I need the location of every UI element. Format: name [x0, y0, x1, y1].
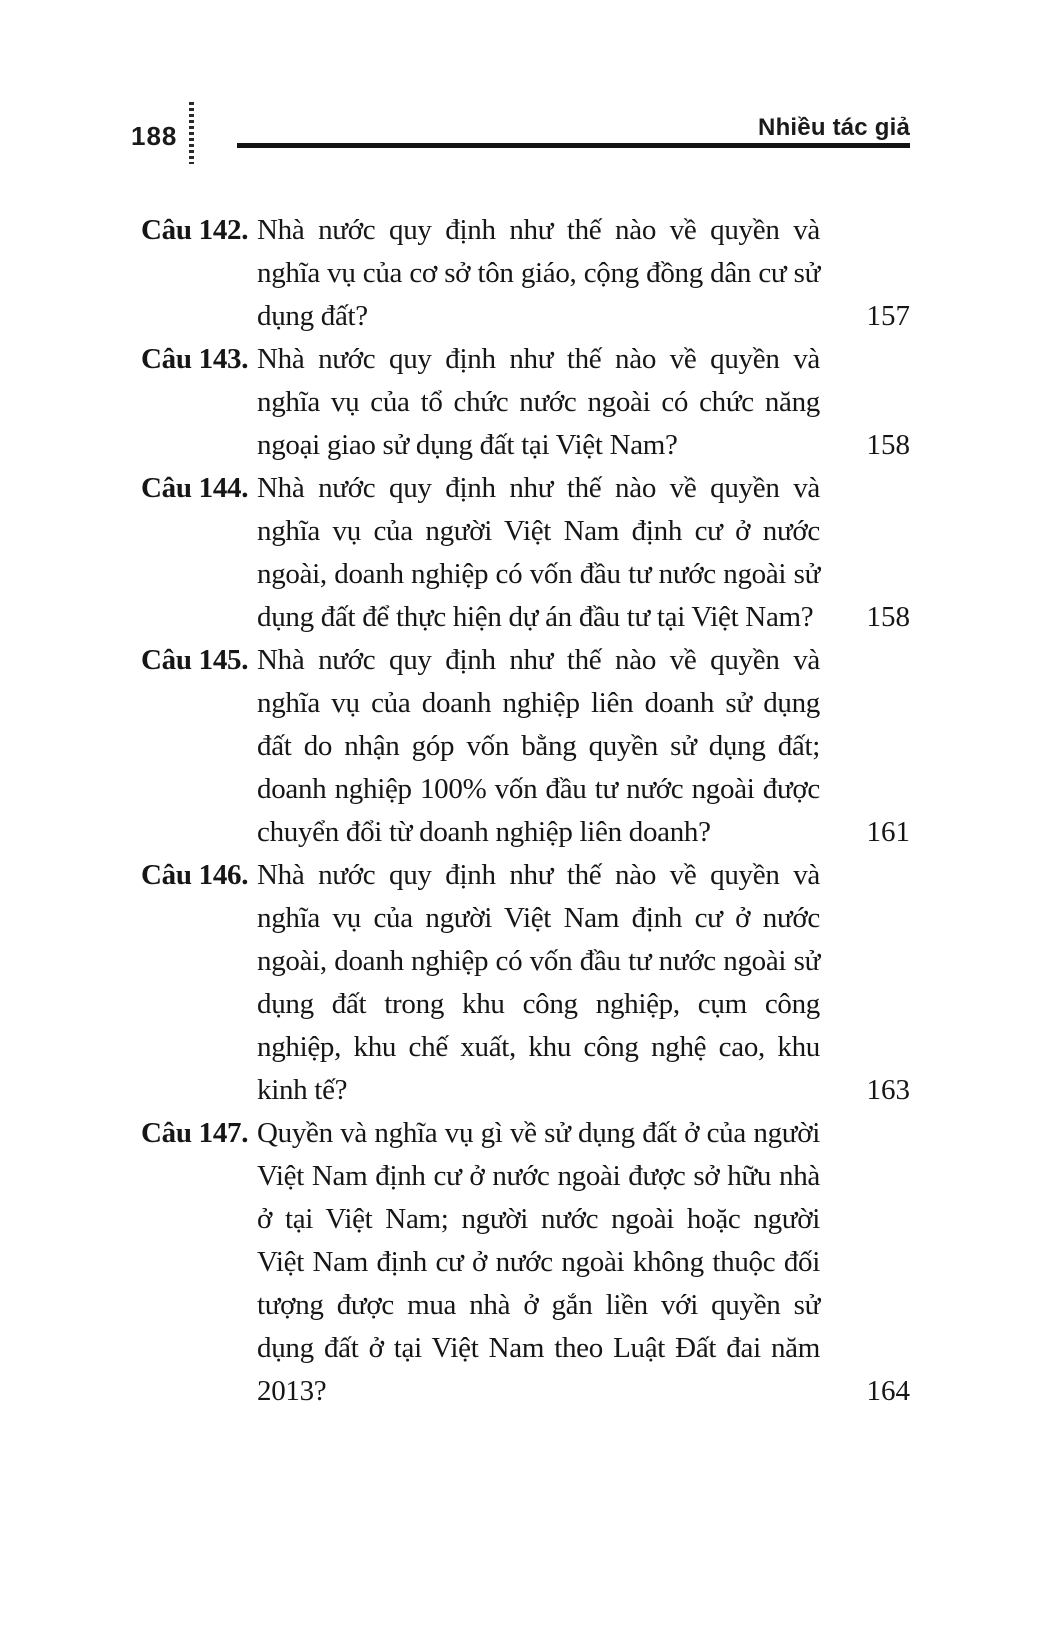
toc-entry — [141, 467, 910, 639]
entry-page-number: 163 — [866, 1074, 910, 1106]
bead-chain-ornament — [189, 102, 194, 164]
entry-label: Câu 145. — [141, 644, 249, 676]
entry-question-text: Nhà nước quy định như thế nào về quyền và nghĩa vụ của doanh nghiệp liên doanh sử dụng đất do nhận góp vốn bằng quyền sử dụng đất; doanh nghiệp 100% vốn đầu tư nước ngoài được chuyển đổi từ doanh nghiệp liên doanh? — [257, 644, 820, 848]
entry-label: Câu 146. — [141, 859, 249, 891]
running-head: Nhiều tác giả — [758, 114, 910, 141]
entry-question-text: Nhà nước quy định như thế nào về quyền và nghĩa vụ của tổ chức nước ngoài có chức năng ngoại giao sử dụng đất tại Việt Nam? — [257, 343, 820, 461]
page-number-folio: 188 — [131, 121, 178, 151]
toc-entry — [141, 338, 910, 467]
toc-entry — [141, 854, 910, 1112]
entry-label: Câu 143. — [141, 343, 249, 375]
entry-label: Câu 147. — [141, 1117, 249, 1149]
header-rule — [237, 143, 910, 148]
entry-page-number: 161 — [866, 816, 910, 848]
toc-entry — [141, 1112, 910, 1413]
entry-question-text: Nhà nước quy định như thế nào về quyền và nghĩa vụ của cơ sở tôn giáo, cộng đồng dân cư sử dụng đất? — [257, 214, 820, 332]
table-of-contents — [141, 209, 910, 1413]
entry-page-number: 157 — [866, 300, 910, 332]
entry-question-text: Nhà nước quy định như thế nào về quyền và nghĩa vụ của người Việt Nam định cư ở nước ngoài, doanh nghiệp có vốn đầu tư nước ngoài sử dụng đất để thực hiện dự án đầu tư tại Việt Nam? — [257, 472, 820, 633]
toc-entry — [141, 639, 910, 854]
entry-page-number: 158 — [866, 601, 910, 633]
entry-label: Câu 144. — [141, 472, 249, 504]
entry-page-number: 158 — [866, 429, 910, 461]
toc-entry — [141, 209, 910, 338]
entry-question-text: Quyền và nghĩa vụ gì về sử dụng đất ở của người Việt Nam định cư ở nước ngoài được sở hữu nhà ở tại Việt Nam; người nước ngoài hoặc người Việt Nam định cư ở nước ngoài không thuộc đối tượng được mua nhà ở gắn liền với quyền sử dụng đất ở tại Việt Nam theo Luật Đất đai năm 2013? — [257, 1117, 820, 1407]
entry-question-text: Nhà nước quy định như thế nào về quyền và nghĩa vụ của người Việt Nam định cư ở nước ngoài, doanh nghiệp có vốn đầu tư nước ngoài sử dụng đất trong khu công nghiệp, cụm công nghiệp, khu chế xuất, khu công nghệ cao, khu kinh tế? — [257, 859, 820, 1106]
entry-label: Câu 142. — [141, 214, 249, 246]
entry-page-number: 164 — [866, 1375, 910, 1407]
